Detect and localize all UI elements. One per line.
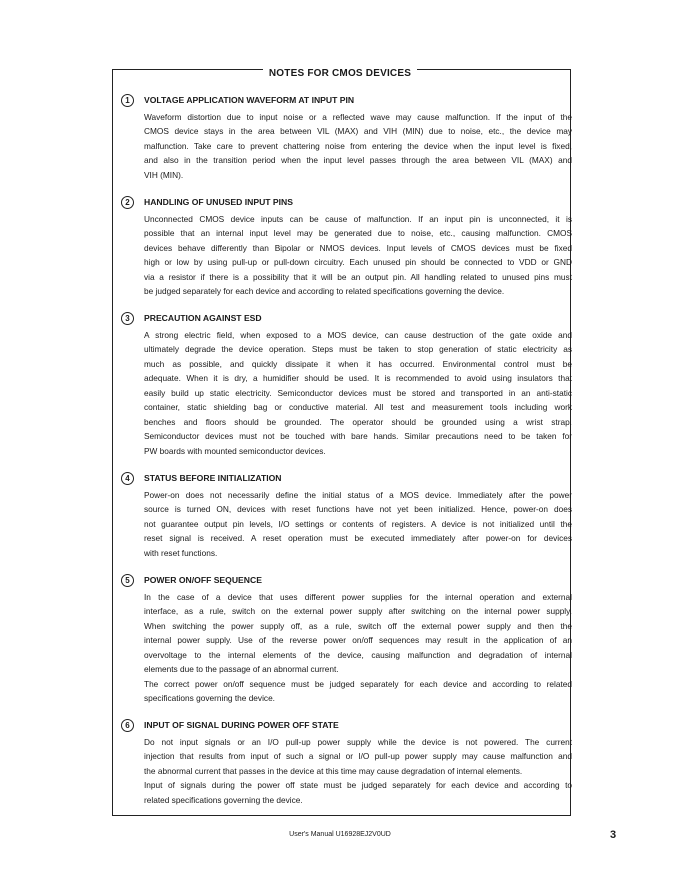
body-line: CMOS device stays in the area between VIL (MAX) and VIH (MIN) due to noise, etc., the device may — [144, 126, 572, 136]
body-line: the abnormal current that passes in the device at this time may cause degradation of internal elements. — [144, 765, 523, 776]
section-heading: STATUS BEFORE INITIALIZATION — [144, 473, 282, 483]
footer-manual-id: User's Manual U16928EJ2V0UD — [289, 831, 391, 838]
page-number: 3 — [610, 829, 617, 841]
section-heading: INPUT OF SIGNAL DURING POWER OFF STATE — [144, 720, 339, 730]
body-line: specifications governing the device. — [144, 693, 275, 703]
body-line: The correct power on/off sequence must be judged separately for each device and according to related — [144, 678, 572, 689]
body-line: ultimately degrade the device operation. Steps must be taken to stop generation of static electricity as — [144, 344, 572, 354]
body-line: and also in the transition period when the input level passes through the area between VIL (MAX) and — [144, 155, 572, 165]
body-line: source is turned ON, devices with reset functions have not yet been initialized. Hence, power-on does — [144, 504, 572, 514]
body-line: with reset functions. — [144, 547, 218, 558]
body-line: elements due to the passage of an abnormal current. — [144, 664, 339, 674]
body-line: easily build up static electricity. Semiconductor devices must be stored and transported in an anti-static — [144, 387, 572, 398]
body-line: reset signal is received. A reset operation must be executed immediately after power-on for devices — [144, 533, 572, 543]
body-line: devices behave differently than Bipolar or NMOS devices. Input levels of CMOS devices must be fixed — [144, 242, 572, 253]
section-number: 2 — [121, 196, 134, 209]
section-heading: POWER ON/OFF SEQUENCE — [144, 575, 262, 585]
body-line: container, static shielding bag or conductive material. All test and measurement tools including work — [144, 402, 572, 412]
body-line: much as possible, and quickly dissipate it when it has occurred. Environmental control must be — [144, 358, 572, 369]
title-text: NOTES FOR CMOS DEVICES — [263, 68, 417, 79]
section-heading: VOLTAGE APPLICATION WAVEFORM AT INPUT PIN — [144, 95, 355, 105]
body-line: via a resistor if there is a possibility that it will be an output pin. All handling related to unused pins must — [144, 271, 572, 282]
body-line: Semiconductor devices must not be touched with bare hands. Similar precautions need to be taken for — [144, 431, 572, 441]
body-line: be judged separately for each device and according to related specifications governing the device. — [144, 286, 505, 296]
section-heading: HANDLING OF UNUSED INPUT PINS — [144, 197, 293, 207]
body-line: possible that an internal input level may be generated due to noise, etc., causing malfunction. CMOS — [144, 228, 572, 238]
section-number: 3 — [121, 312, 134, 325]
body-line: adequate. When it is dry, a humidifier should be used. It is recommended to avoid using insulators that — [144, 373, 572, 383]
body-line: A strong electric field, when exposed to a MOS device, can cause destruction of the gate oxide and — [144, 329, 572, 340]
body-line: high or low by using pull-up or pull-down circuitry. Each unused pin should be connected to VDD or GND — [144, 257, 572, 267]
body-line: Do not input signals or an I/O pull-up power supply while the device is not powered. The current — [144, 736, 572, 747]
section-body — [144, 488, 572, 561]
body-line: interface, as a rule, switch on the external power supply after switching on the internal power supply. — [144, 606, 572, 616]
body-line: PW boards with mounted semiconductor devices. — [144, 445, 326, 456]
body-line: In the case of a device that uses different power supplies for the internal operation and external — [144, 591, 572, 602]
body-line: When switching the power supply off, as a rule, switch off the external power supply and then the — [144, 620, 572, 631]
section-heading: PRECAUTION AGAINST ESD — [144, 313, 262, 323]
body-line: injection that results from input of such a signal or I/O pull-up power supply may cause malfunction and — [144, 751, 572, 761]
body-line: internal power supply. Use of the reverse power on/off sequences may result in the application of an — [144, 635, 572, 645]
body-line: Waveform distortion due to input noise or a reflected wave may cause malfunction. If the input of the — [144, 111, 572, 122]
body-line: VIH (MIN). — [144, 169, 184, 180]
section-number: 4 — [121, 472, 134, 485]
section-body — [144, 735, 572, 808]
body-line: Input of signals during the power off state must be judged separately for each device and according to — [144, 780, 572, 790]
body-line: Power-on does not necessarily define the initial status of a MOS device. Immediately after the power — [144, 489, 572, 500]
page-title — [0, 63, 680, 81]
body-line: not guarantee output pin levels, I/O settings or contents of registers. A device is not initialized until the — [144, 518, 572, 529]
body-line: malfunction. Take care to prevent chattering noise from entering the device when the input level is fixed, — [144, 140, 572, 151]
section-body — [144, 328, 572, 459]
section-body — [144, 212, 572, 299]
section-body — [144, 590, 572, 706]
body-line: benches and floors should be grounded. The operator should be grounded using a wrist strap. — [144, 416, 572, 427]
body-line: related specifications governing the device. — [144, 794, 303, 805]
section-body — [144, 110, 572, 183]
section-number: 5 — [121, 574, 134, 587]
body-line: overvoltage to the internal elements of the device, causing malfunction and degradation of internal — [144, 649, 572, 660]
section-number: 6 — [121, 719, 134, 732]
body-line: Unconnected CMOS device inputs can be cause of malfunction. If an input pin is unconnected, it is — [144, 213, 572, 224]
section-number: 1 — [121, 94, 134, 107]
